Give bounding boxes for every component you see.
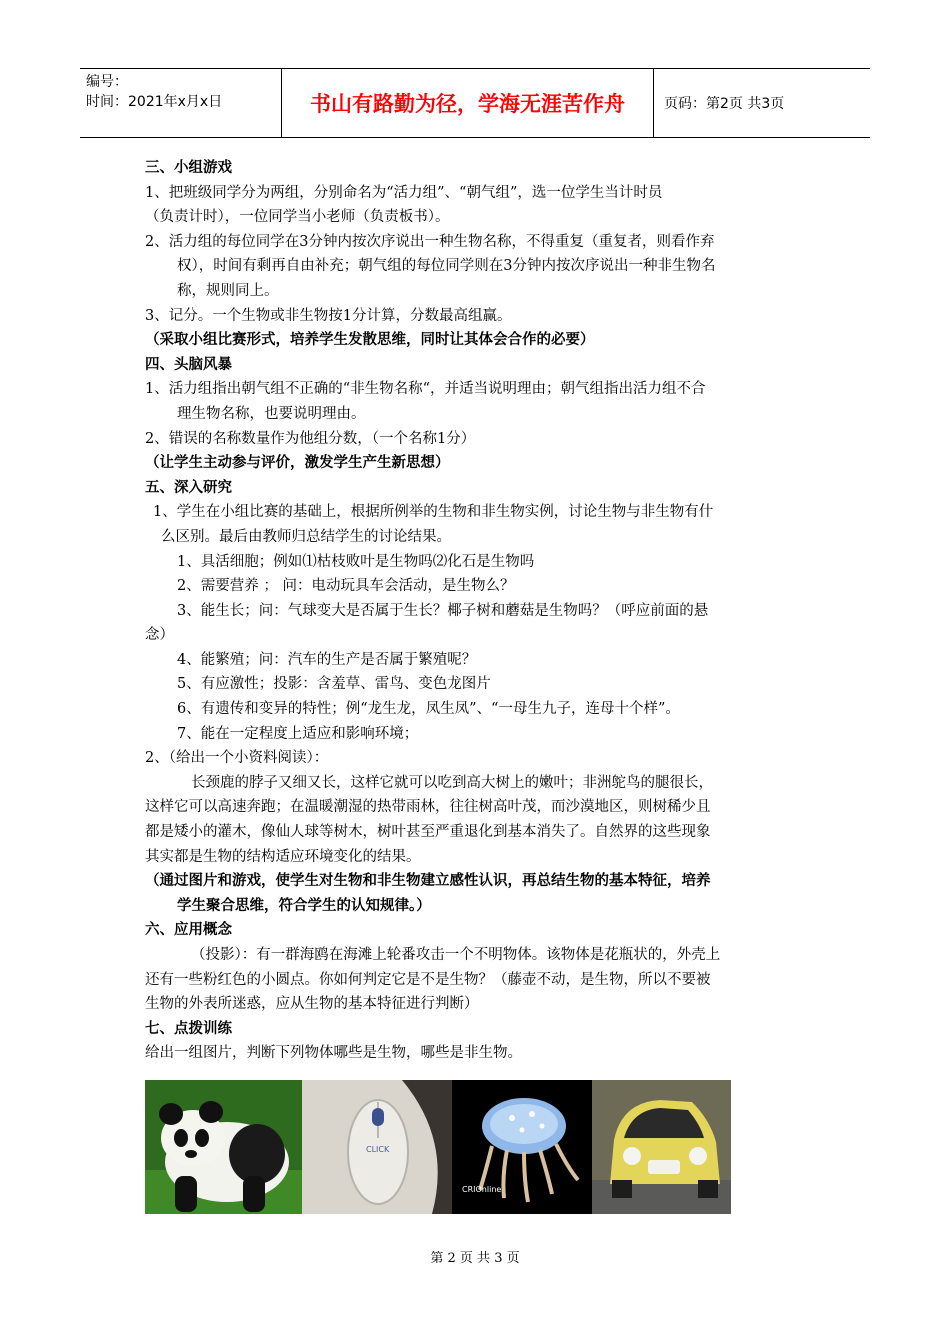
text-line: 1、活力组指出朝气组不正确的“非生物名称“，并适当说明理由；朝气组指出活力组不合 [145, 381, 706, 398]
text-line: 1、具活细胞；例如⑴枯枝败叶是生物吗⑵化石是生物吗 [177, 553, 535, 570]
text-line: 5、有应激性；投影：含羞草、雷鸟、变色龙图片 [177, 676, 491, 693]
computer-mouse-photo [302, 1080, 452, 1214]
text-line: 权），时间有剩再自由补充；朝气组的每位同学则在3分钟内按次序说出一种非生物名 [177, 258, 716, 275]
jellyfish-watermark-text: CRIOnline [462, 1185, 502, 1194]
page-header [80, 68, 870, 138]
text-line: 这样它可以高速奔跑；在温暖潮湿的热带雨林，往往树高叶茂，而沙漠地区，则树稀少且 [145, 799, 711, 816]
page-footer: 第 2 页 共 3 页 [430, 1251, 520, 1266]
text-line: 1、学生在小组比赛的基础上，根据所例举的生物和非生物实例，讨论生物与非生物有什 [153, 504, 714, 521]
text-line: 称，规则同上。 [177, 282, 279, 299]
jellyfish-photo [452, 1080, 592, 1214]
header-meta [80, 69, 282, 137]
text-line: 理生物名称，也要说明理由。 [177, 405, 366, 422]
text-line: 都是矮小的灌木，像仙人球等树木，树叶甚至严重退化到基本消失了。自然界的这些现象 [145, 824, 711, 841]
text-line: 2、（给出一个小资料阅读）： [145, 750, 329, 767]
text-line: 3、记分。一个生物或非生物按1分计算，分数最高组赢。 [145, 307, 512, 324]
heading-line: （让学生主动参与评价，激发学生产生新思想） [145, 454, 450, 472]
text-line: 还有一些粉红色的小圆点。你如何判定它是不是生物？（藤壶不动，是生物，所以不要被 [145, 971, 711, 988]
document-body [145, 156, 813, 1066]
text-line: 生物的外表所迷惑，应从生物的基本特征进行判断） [145, 996, 479, 1013]
heading-line: （采取小组比赛形式，培养学生发散思维，同时让其体会合作的必要） [145, 331, 595, 349]
text-line: 其实都是生物的结构适应环境变化的结果。 [145, 848, 421, 865]
heading-line: 学生聚合思维，符合学生的认知规律。） [177, 896, 431, 914]
text-line: 7、能在一定程度上适应和影响环境； [177, 725, 419, 742]
text-line: 3、能生长；问：气球变大是否属于生长？椰子树和蘑菇是生物吗？（呼应前面的悬 [177, 602, 709, 619]
heading-line: 五、深入研究 [145, 478, 232, 496]
heading-line: 三、小组游戏 [145, 159, 232, 176]
text-line: 念） [145, 627, 174, 644]
header-motto: 书山有路勤为径，学海无涯苦作舟 [282, 69, 654, 137]
heading-line: 四、头脑风暴 [145, 355, 232, 373]
header-page-info: 页码：第2页 共3页 [664, 96, 785, 112]
text-line: 2、需要营养 ； 问：电动玩具车会活动，是生物么？ [177, 578, 515, 595]
mouse-brand-text: CLICK [366, 1145, 390, 1154]
text-line: 1、把班级同学分为两组，分别命名为“活力组”、“朝气组”，选一位学生当计时员 [145, 184, 663, 201]
text-line: 么区别。最后由教师归总结学生的讨论结果。 [161, 528, 451, 545]
text-line: 给出一组图片，判断下列物体哪些是生物，哪些是非生物。 [145, 1045, 522, 1062]
number-label: 编号： [86, 74, 128, 90]
heading-line: （通过图片和游戏，使学生对生物和非生物建立感性认识，再总结生物的基本特征，培养 [145, 872, 711, 890]
text-line: 2、错误的名称数量作为他组分数，（一个名称1分） [145, 430, 476, 447]
text-line: （负责计时），一位同学当小老师（负责板书）。 [145, 209, 450, 226]
panda-photo [145, 1080, 302, 1214]
text-line: 2、活力组的每位同学在3分钟内按次序说出一种生物名称，不得重复（重复者，则看作弃 [145, 233, 715, 250]
heading-line: 七、点拨训练 [145, 1019, 232, 1037]
car-photo [592, 1080, 731, 1214]
text-line: 4、能繁殖；问：汽车的生产是否属于繁殖呢？ [177, 651, 477, 668]
text-line: 6、有遗传和变异的特性；例“龙生龙，凤生凤”、“一母生九子，连母十个样”。 [177, 701, 680, 718]
text-line: （投影）：有一群海鸥在海滩上轮番攻击一个不明物体。该物体是花瓶状的，外壳上 [191, 947, 721, 963]
heading-line: 六、应用概念 [145, 921, 232, 939]
time-label: 时间：2021年x月x日 [86, 94, 223, 110]
text-line: 长颈鹿的脖子又细又长，这样它就可以吃到高大树上的嫩叶；非洲鸵鸟的腿很长， [191, 774, 713, 791]
